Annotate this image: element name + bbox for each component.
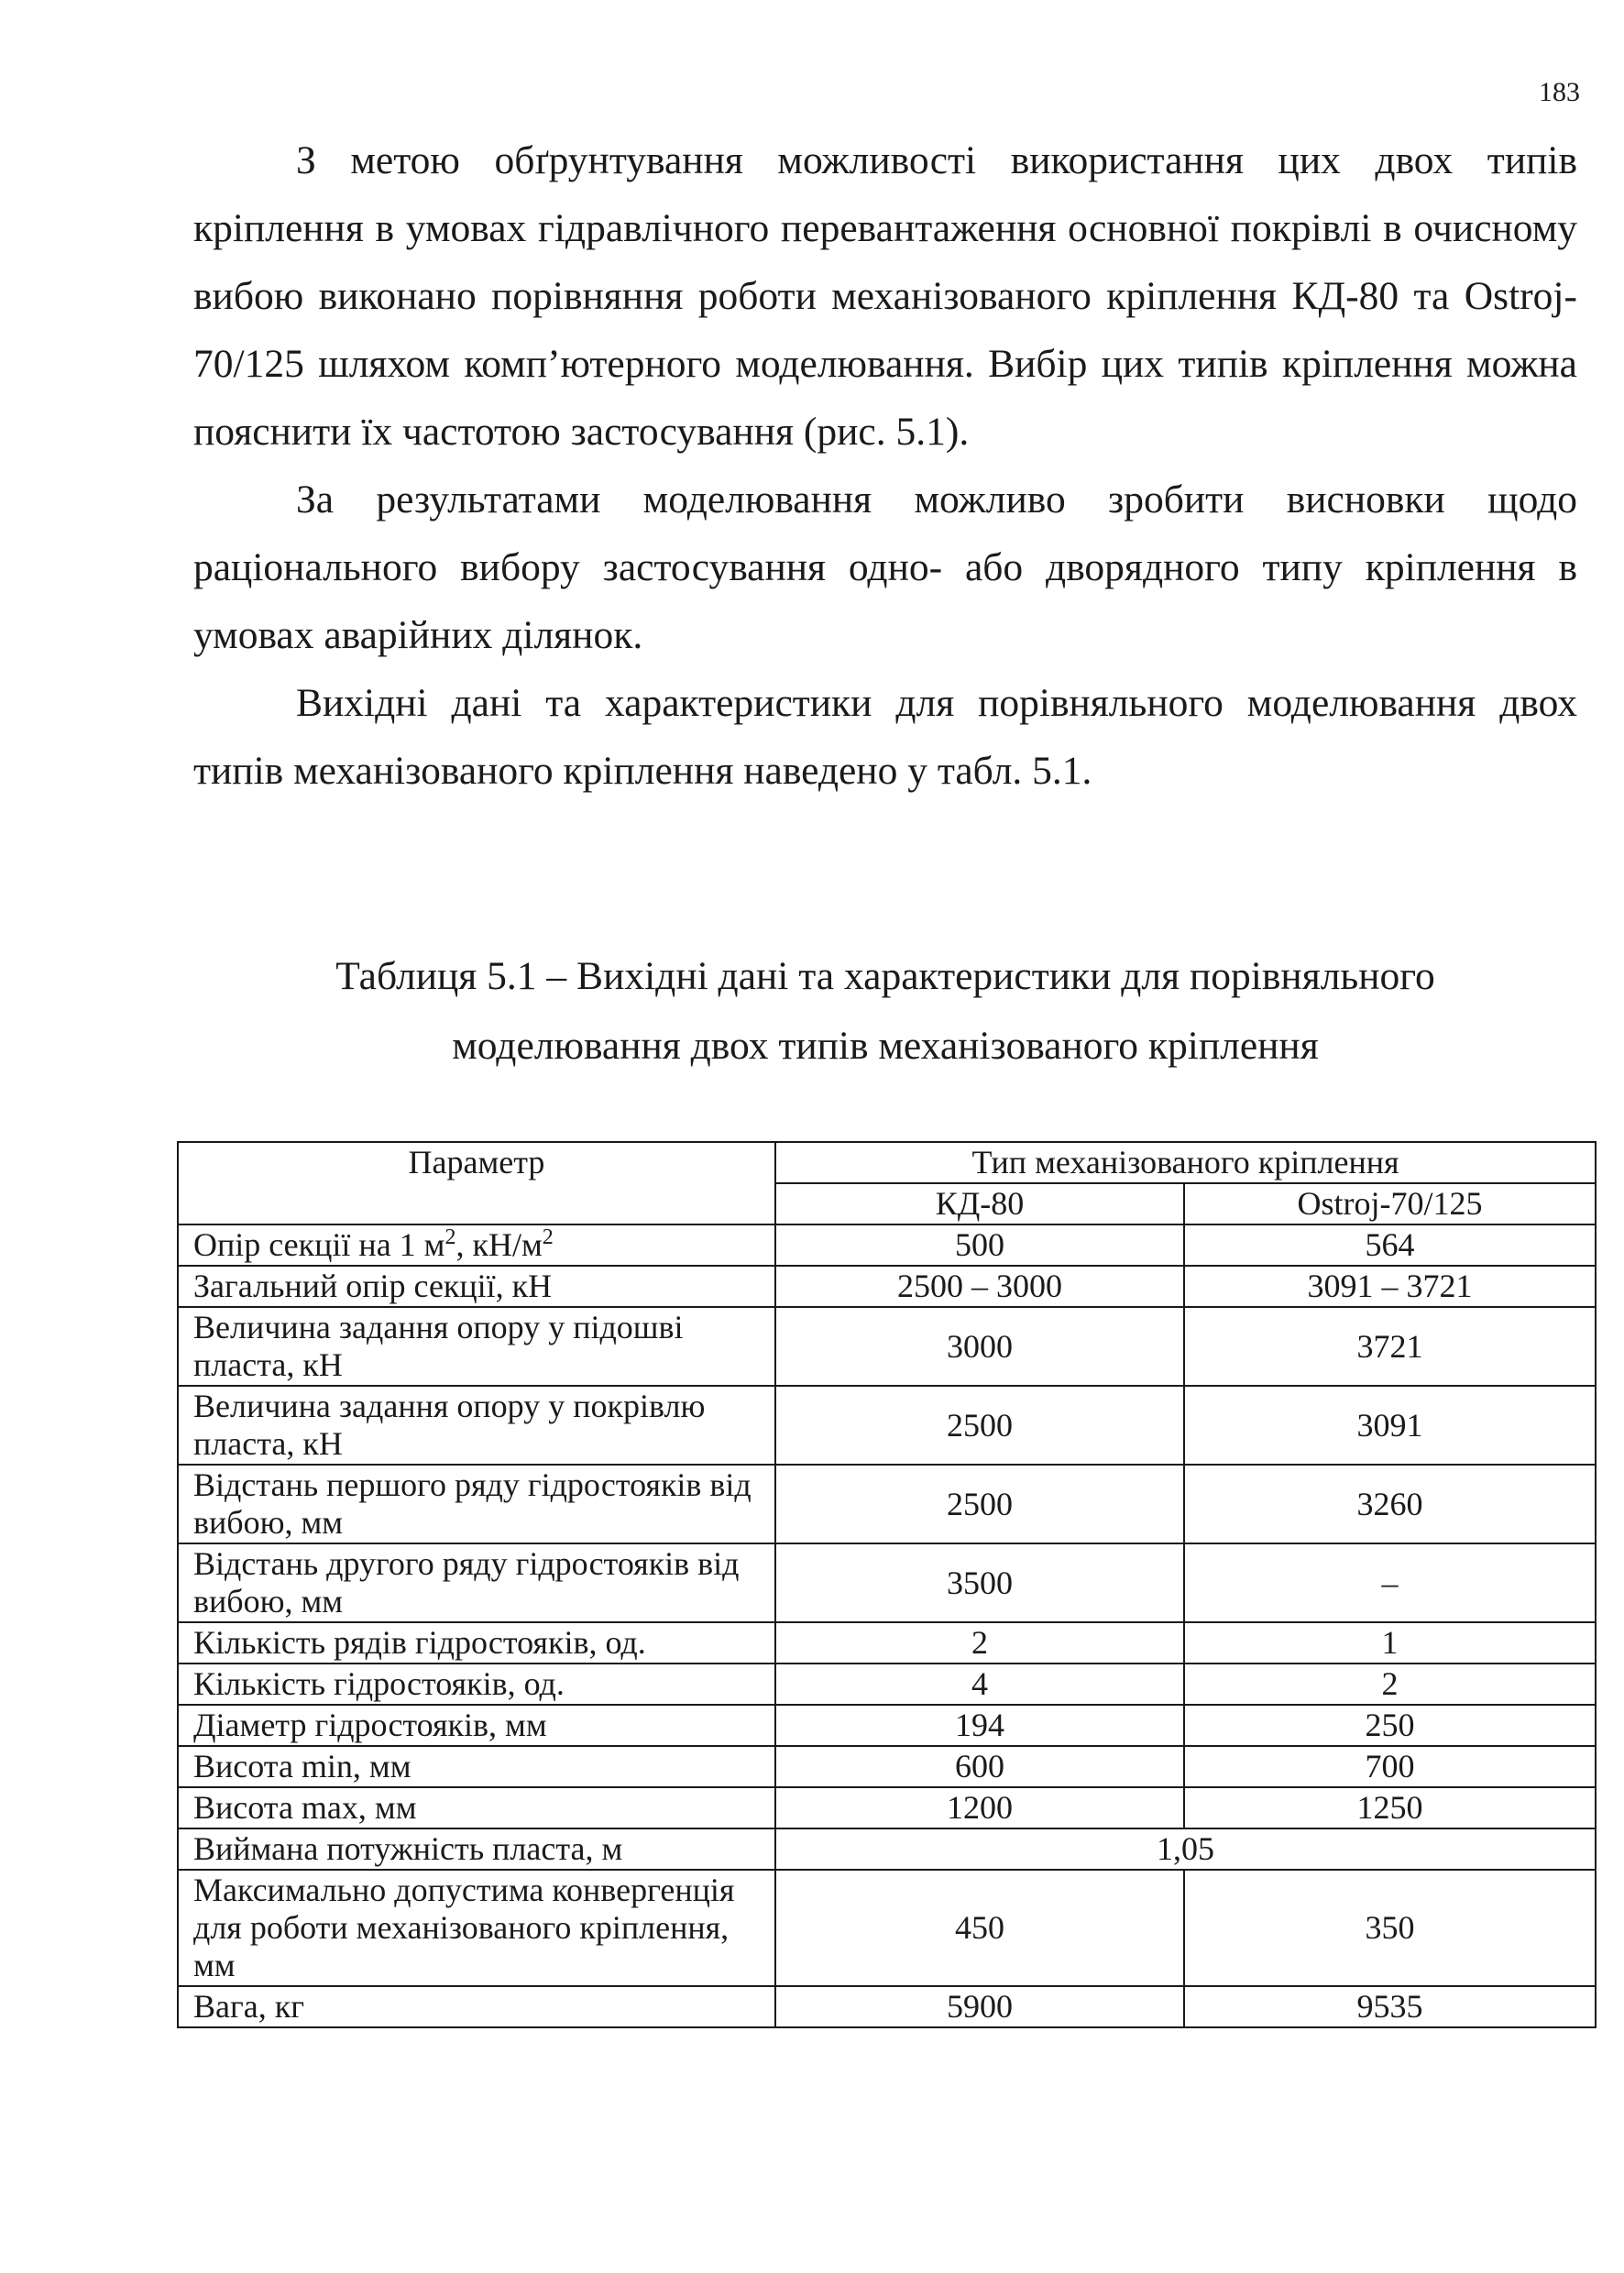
row-label: Висота min, мм	[178, 1746, 775, 1787]
header-support-type: Тип механізованого кріплення	[775, 1142, 1596, 1183]
ostroj-value: 250	[1184, 1705, 1596, 1746]
kd80-value: 3500	[775, 1543, 1184, 1622]
header-param: Параметр	[178, 1142, 775, 1224]
ostroj-value: –	[1184, 1543, 1596, 1622]
table-row	[178, 1828, 1596, 1870]
row-label: Висота max, мм	[178, 1787, 775, 1828]
row-label: Вага, кг	[178, 1986, 775, 2027]
table-row	[178, 1266, 1596, 1307]
row-label: Відстань другого ряду гідростояків від вибою, мм	[178, 1543, 775, 1622]
kd80-value: 4	[775, 1664, 1184, 1705]
table-row	[178, 1664, 1596, 1705]
header-ostroj: Ostroj-70/125	[1184, 1183, 1596, 1224]
table-caption	[193, 941, 1577, 1081]
ostroj-value: 564	[1184, 1224, 1596, 1266]
table-row	[178, 1465, 1596, 1543]
table-row	[178, 1986, 1596, 2027]
kd80-value: 3000	[775, 1307, 1184, 1386]
ostroj-value: 3091	[1184, 1386, 1596, 1465]
kd80-value: 2	[775, 1622, 1184, 1664]
kd80-value: 5900	[775, 1986, 1184, 2027]
table-row	[178, 1870, 1596, 1986]
row-label: Опір секції на 1 $м^2$, $кН/м^2$	[178, 1224, 775, 1266]
row-label: Діаметр гідростояків, мм	[178, 1705, 775, 1746]
ostroj-value: 1	[1184, 1622, 1596, 1664]
kd80-value: 500	[775, 1224, 1184, 1266]
paragraph: Вихідні дані та характеристики для порівняльного моделювання двох типів механізованого кріплення наведено у табл. 5.1.	[193, 681, 1577, 793]
table-header-row	[178, 1142, 1596, 1183]
table-row	[178, 1787, 1596, 1828]
row-label: Кількість гідростояків, од.	[178, 1664, 775, 1705]
row-label: Виймана потужність пласта, м	[178, 1828, 775, 1870]
page-number: 183	[1539, 77, 1580, 107]
ostroj-value: 3091 – 3721	[1184, 1266, 1596, 1307]
table-row	[178, 1705, 1596, 1746]
ostroj-value: 9535	[1184, 1986, 1596, 2027]
kd80-value: 2500 – 3000	[775, 1266, 1184, 1307]
table-row	[178, 1307, 1596, 1386]
merged-value: 1,05	[775, 1828, 1596, 1870]
paragraph: З метою обґрунтування можливості використання цих двох типів кріплення в умовах гідравлічного перевантаження основної покрівлі в очисному вибою виконано порівняння роботи механізованого кріплення КД-80 та Ostroj-70/125 шляхом комп’ютерного моделювання. Вибір цих типів кріплення можна пояснити їх частотою застосування (рис. 5.1).	[193, 138, 1577, 454]
paragraph: За результатами моделювання можливо зробити висновки щодо раціонального вибору застосування одно- або дворядного типу кріплення в умовах аварійних ділянок.	[193, 478, 1577, 657]
ostroj-value: 350	[1184, 1870, 1596, 1986]
kd80-value: 1200	[775, 1787, 1184, 1828]
table-caption-line: моделювання двох типів механізованого кріплення	[452, 1024, 1319, 1068]
table-row	[178, 1224, 1596, 1266]
ostroj-value: 3721	[1184, 1307, 1596, 1386]
row-label: Відстань першого ряду гідростояків від вибою, мм	[178, 1465, 775, 1543]
kd80-value: 450	[775, 1870, 1184, 1986]
kd80-value: 2500	[775, 1465, 1184, 1543]
kd80-value: 600	[775, 1746, 1184, 1787]
body-text	[193, 126, 1577, 805]
table-row	[178, 1746, 1596, 1787]
kd80-value: 2500	[775, 1386, 1184, 1465]
table-caption-line: Таблиця 5.1 – Вихідні дані та характеристики для порівняльного	[335, 954, 1435, 998]
row-label: Величина задання опору у підошві пласта, кН	[178, 1307, 775, 1386]
table-row	[178, 1386, 1596, 1465]
ostroj-value: 1250	[1184, 1787, 1596, 1828]
parameters-table	[177, 1141, 1597, 2028]
row-label: Загальний опір секції, кН	[178, 1266, 775, 1307]
ostroj-value: 700	[1184, 1746, 1596, 1787]
table-row	[178, 1622, 1596, 1664]
row-label: Кількість рядів гідростояків, од.	[178, 1622, 775, 1664]
table-row	[178, 1543, 1596, 1622]
row-label: Величина задання опору у покрівлю пласта, кН	[178, 1386, 775, 1465]
kd80-value: 194	[775, 1705, 1184, 1746]
row-label: Максимально допустима конвергенція для роботи механізованого кріплення, мм	[178, 1870, 775, 1986]
header-kd80: КД-80	[775, 1183, 1184, 1224]
ostroj-value: 3260	[1184, 1465, 1596, 1543]
ostroj-value: 2	[1184, 1664, 1596, 1705]
